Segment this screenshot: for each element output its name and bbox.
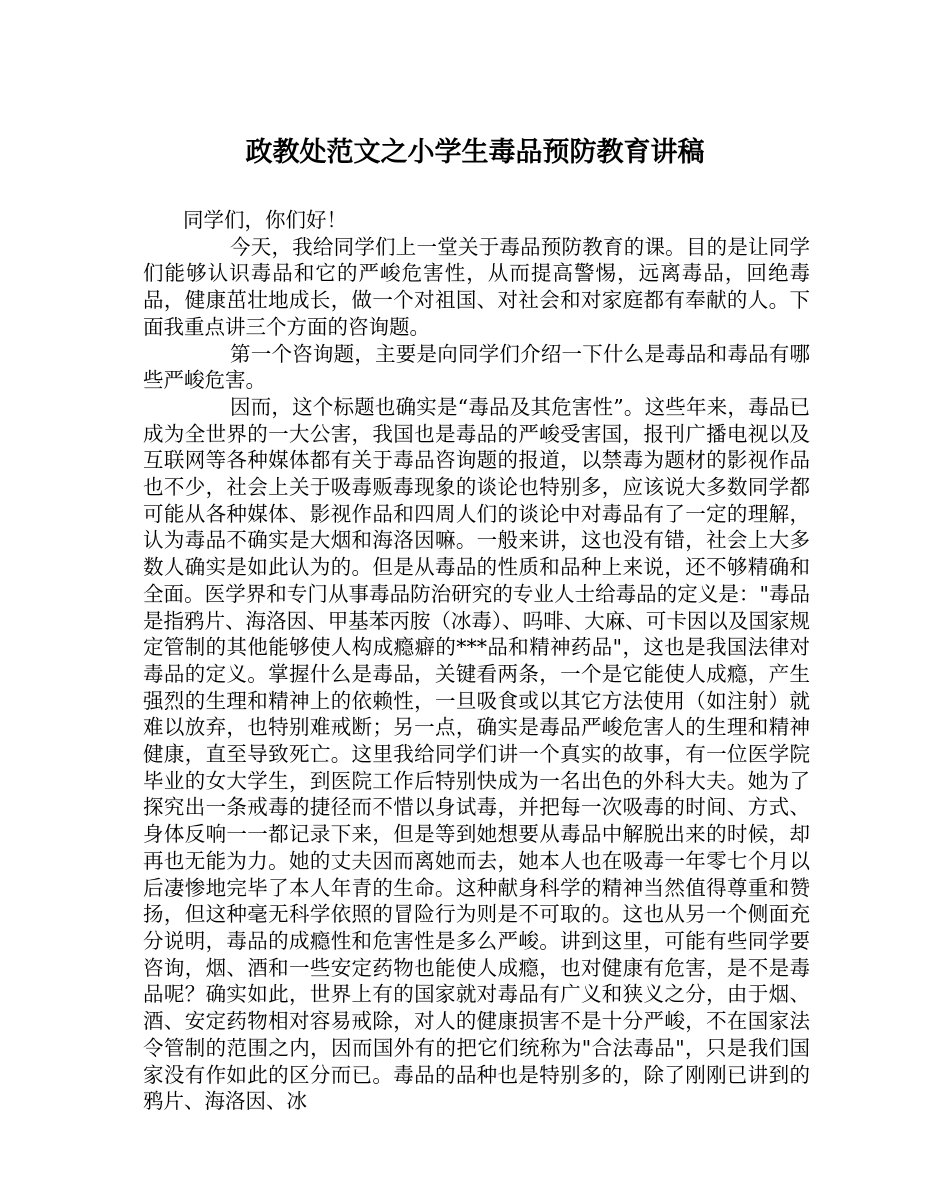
paragraph: 今天，我给同学们上一堂关于毒品预防教育的课。目的是让同学们能够认识毒品和它的严峻危害性，从而提高警惕，远离毒品，回绝毒品，健康茁壮地成长，做一个对祖国、对社会和对家庭都有奉献的人。下面我重点讲三个方面的咨询题。	[143, 234, 810, 339]
document-body	[143, 207, 810, 1115]
paragraph: 第一个咨询题，主要是向同学们介绍一下什么是毒品和毒品有哪些严峻危害。	[143, 341, 810, 393]
document-title: 政教处范文之小学生毒品预防教育讲稿	[245, 137, 705, 168]
paragraph: 因而，这个标题也确实是“毒品及其危害性”。这些年来，毒品已成为全世界的一大公害，我国也是毒品的严峻受害国，报刊广播电视以及互联网等各种媒体都有关于毒品咨询题的报道，以禁毒为题材的影视作品也不少，社会上关于吸毒贩毒现象的谈论也特别多，应该说大多数同学都可能从各种媒体、影视作品和四周人们的谈论中对毒品有了一定的理解，认为毒品不确实是大烟和海洛因嘛。一般来讲，这也没有错，社会上大多数人确实是如此认为的。但是从毒品的性质和品种上来说，还不够精确和全面。医学界和专门从事毒品防治研究的专业人士给毒品的定义是："毒品是指鸦片、海洛因、甲基苯丙胺（冰毒）、吗啡、大麻、可卡因以及国家规定管制的其他能够使人构成瘾癖的***品和精神药品"，这也是我国法律对毒品的定义。掌握什么是毒品，关键看两条，一个是它能使人成瘾，产生强烈的生理和精神上的依赖性，一旦吸食或以其它方法使用（如注射）就难以放弃，也特别难戒断；另一点，确实是毒品严峻危害人的生理和精神健康，直至导致死亡。这里我给同学们讲一个真实的故事，有一位医学院毕业的女大学生，到医院工作后特别快成为一名出色的外科大夫。她为了探究出一条戒毒的捷径而不惜以身试毒，并把每一次吸毒的时间、方式、身体反响一一都记录下来，但是等到她想要从毒品中解脱出来的时候，却再也无能为力。她的丈夫因而离她而去，她本人也在吸毒一年零七个月以后凄惨地完毕了本人年青的生命。这种献身科学的精神当然值得尊重和赞扬，但这种毫无科学依照的冒险行为则是不可取的。这也从另一个侧面充分说明，毒品的成瘾性和危害性是多么严峻。讲到这里，可能有些同学要咨询，烟、酒和一些安定药物也能使人成瘾，也对健康有危害，是不是毒品呢？确实如此，世界上有的国家就对毒品有广义和狭义之分，由于烟、酒、安定药物相对容易戒除，对人的健康损害不是十分严峻，不在国家法令管制的范围之内，因而国外有的把它们统称为"合法毒品"，只是我们国家没有作如此的区分而已。毒品的品种也是特别多的，除了刚刚已讲到的鸦片、海洛因、冰	[143, 394, 810, 1114]
greeting-line: 同学们，你们好！	[183, 208, 347, 232]
